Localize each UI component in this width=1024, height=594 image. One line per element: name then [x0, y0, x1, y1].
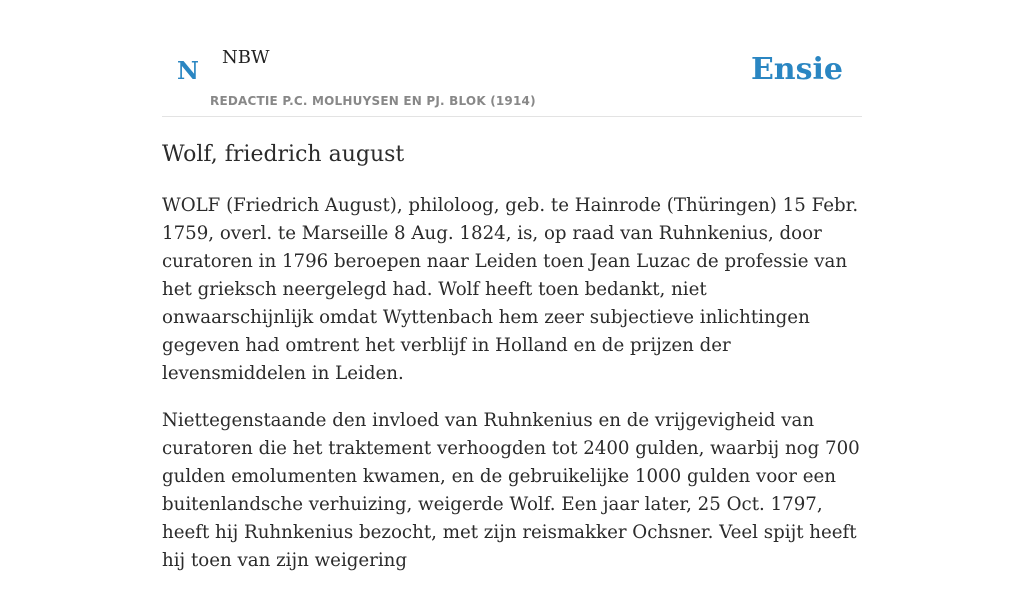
article-paragraph: WOLF (Friedrich August), philoloog, geb. te Hainrode (Thüringen) 15 Febr. 1759, overl. te Marseille 8 Aug. 1824, is, op raad van Ruhnkenius, door curatoren in 1796 beroepen naar Leiden toen Jean Luzac de professie van het grieksch neergelegd had. Wolf heeft toen bedankt, niet onwaarschijnlijk omdat Wyttenbach hem zeer subjectieve inlichtingen gegeven had omtrent het verblijf in Holland en de prijzen der levensmiddelen in Leiden. — [162, 195, 859, 384]
source-name[interactable]: NBW — [222, 47, 270, 68]
header — [162, 0, 862, 117]
brand-logo[interactable]: Ensie — [750, 52, 843, 87]
source-logo[interactable]: N — [177, 56, 199, 85]
source-subtitle: REDACTIE P.C. MOLHUYSEN EN PJ. BLOK (1914) — [210, 94, 536, 108]
article-paragraph: Niettegenstaande den invloed van Ruhnkenius en de vrijgevigheid van curatoren die het traktement verhoogden tot 2400 gulden, waarbij nog 700 gulden emolumenten kwamen, en de gebruikelijke 1000 gulden voor een buitenlandsche verhuizing, weigerde Wolf. Een jaar later, 25 Oct. 1797, heeft hij Ruhnkenius bezocht, met zijn reismakker Ochsner. Veel spijt heeft hij toen van zijn weigering — [162, 410, 860, 571]
article-title: Wolf, friedrich august — [162, 142, 405, 167]
article-body — [162, 192, 862, 594]
